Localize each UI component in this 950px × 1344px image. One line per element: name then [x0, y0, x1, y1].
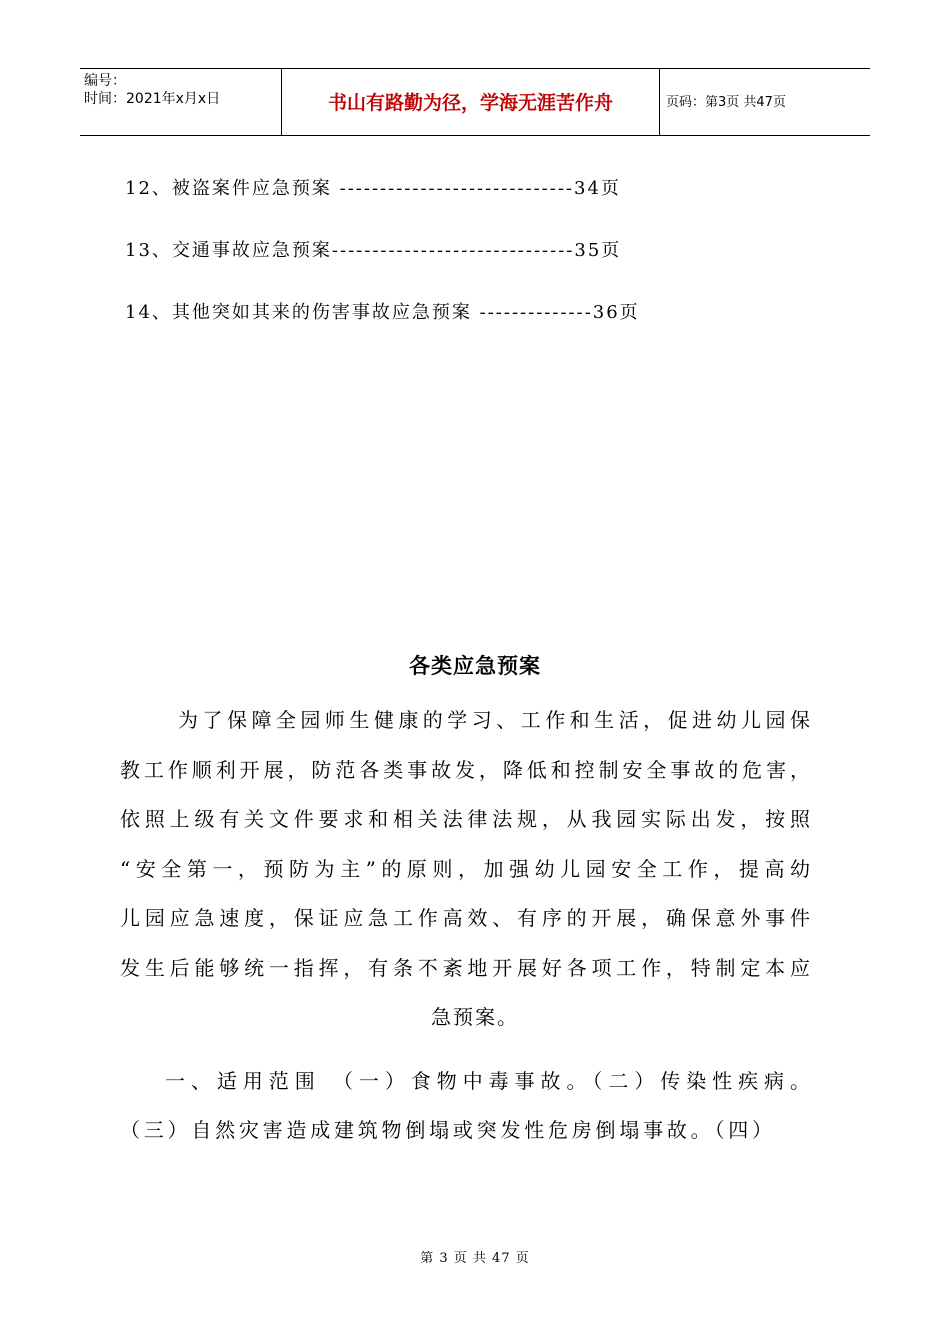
paragraph-line: 教工作顺利开展，防范各类事故发，降低和控制安全事故的危害，: [120, 758, 810, 782]
header-date-label: 时间：2021年x月x日: [84, 91, 221, 107]
paragraph-line: 为了保障全园师生健康的学习、工作和生活，促进幼儿园保: [178, 708, 810, 732]
paragraph-line: 发生后能够统一指挥，有条不紊地开展好各项工作，特制定本应: [120, 956, 810, 980]
section-title: 各类应急预案: [409, 654, 541, 678]
page-footer: 第 3 页 共 47 页: [420, 1251, 530, 1266]
header-number-label: 编号：: [84, 73, 126, 89]
header-meta: [80, 69, 282, 135]
header-page-info: 页码：第3页 共47页: [666, 95, 786, 110]
paragraph-line: 儿园应急速度，保证应急工作高效、有序的开展，确保意外事件: [120, 906, 810, 930]
page-header: [80, 68, 870, 136]
paragraph-line: 急预案。: [431, 1005, 519, 1029]
paragraph-line: “安全第一，预防为主”的原则，加强幼儿园安全工作，提高幼: [120, 857, 810, 881]
toc-entry-12: 12、被盗案件应急预案 -----------------------------34页: [125, 178, 621, 199]
header-motto: 书山有路勤为径，学海无涯苦作舟: [282, 69, 660, 135]
paragraph-line: 依照上级有关文件要求和相关法律法规，从我园实际出发，按照: [120, 807, 810, 831]
toc-entry-13: 13、交通事故应急预案------------------------------35页: [125, 240, 622, 261]
scope-line: 一、适用范围 （一）食物中毒事故。（二）传染性疾病。: [165, 1069, 810, 1093]
toc-entry-14: 14、其他突如其来的伤害事故应急预案 --------------36页: [125, 302, 640, 323]
scope-line: （三）自然灾害造成建筑物倒塌或突发性危房倒塌事故。（四）: [120, 1118, 772, 1142]
